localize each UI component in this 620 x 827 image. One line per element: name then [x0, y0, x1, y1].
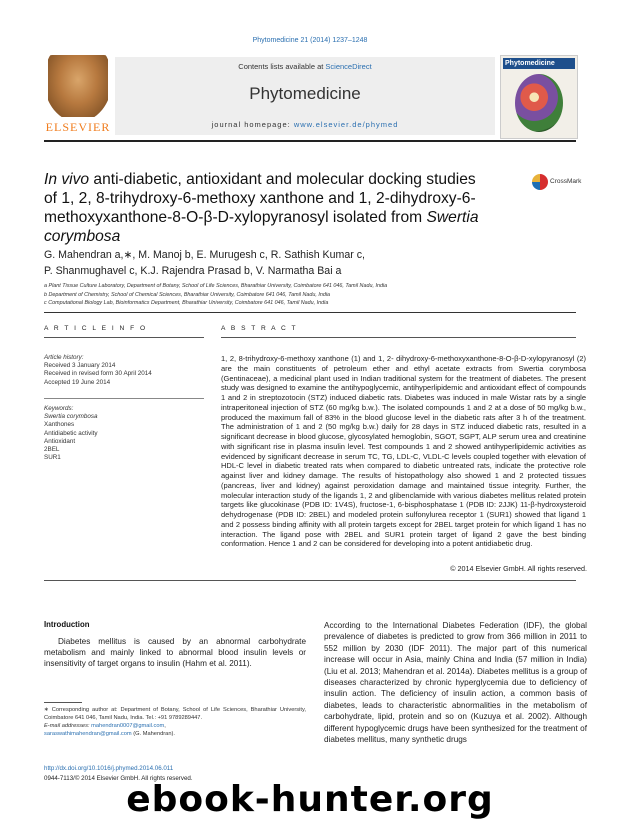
contents-line [115, 62, 495, 71]
history-label: Article history: [44, 354, 84, 361]
crossmark-icon [532, 174, 548, 190]
affiliation-b: b Department of Chemistry, School of Chemical Sciences, Bharathiar University, Coimbatore 641 046, Tamil Nadu, India [44, 291, 331, 298]
abstract-heading: A B S T R A C T [221, 325, 298, 332]
affiliation-a: a Plant Tissue Culture Laboratory, Department of Botany, School of Life Sciences, Bharathiar University, Coimbatore 641 046, Tamil Nadu, India [44, 283, 388, 289]
homepage-line [115, 120, 495, 129]
keyword: Antioxidant [44, 437, 76, 445]
cover-flower-illustration [515, 74, 563, 132]
introduction-heading: Introduction [44, 620, 90, 629]
keywords-label: Keywords: [44, 405, 74, 412]
abstract-bottom-rule [44, 580, 576, 581]
history-accepted: Accepted 19 June 2014 [44, 378, 111, 386]
article-info-heading: A R T I C L E I N F O [44, 325, 148, 332]
corresponding-author-footnote [44, 706, 306, 738]
email-label: E-mail addresses: [44, 723, 90, 729]
abstract-copyright: © 2014 Elsevier GmbH. All rights reserved. [450, 564, 587, 573]
keyword: Swertia corymbosa [44, 413, 98, 421]
corresponding-author: ∗ Corresponding author at: Department of Botany, School of Life Sciences, Bharathiar University, Coimbatore 641 046, Tamil Nadu, India. Tel.: +91 9789289447. [44, 707, 306, 721]
email-line: E-mail addresses: mahendran0007@gmail.com, [44, 723, 166, 729]
history-revised: Received in revised form 30 April 2014 [44, 370, 152, 378]
homepage-prefix: journal homepage: [211, 120, 294, 129]
keyword: Antidiabetic activity [44, 429, 98, 437]
email-suffix: (G. Mahendran). [131, 731, 175, 737]
title-main: anti-diabetic, antioxidant and molecular docking studies of 1, 2, 8-trihydroxy-6-methoxy xanthone and 1, 2-dihydroxy-6-methoxyxanthone-8-O-β-D-xylopyranosyl isolated from [44, 171, 476, 226]
issn-line: 0944-7113/© 2014 Elsevier GmbH. All rights reserved. [44, 775, 193, 782]
abstract-rule [221, 337, 576, 338]
journal-citation[interactable]: Phytomedicine 21 (2014) 1237–1248 [252, 37, 368, 44]
history-received: Received 3 January 2014 [44, 362, 116, 370]
doi-link[interactable]: http://dx.doi.org/10.1016/j.phymed.2014.06.011 [44, 765, 174, 772]
journal-cover-image[interactable] [500, 55, 578, 139]
header-divider [44, 140, 576, 142]
title-species: Swertia corymbosa [44, 209, 479, 245]
contents-prefix: Contents lists available at [238, 62, 326, 71]
cover-title: Phytomedicine [503, 58, 575, 69]
keywords-rule [44, 398, 204, 399]
watermark: ebook-hunter.org [126, 779, 494, 820]
elsevier-logo[interactable] [44, 55, 112, 137]
keyword: Xanthones [44, 421, 75, 429]
journal-name: Phytomedicine [249, 84, 361, 103]
sciencedirect-link[interactable]: ScienceDirect [325, 62, 372, 71]
right-column-paragraph: According to the International Diabetes Federation (IDF), the global prevalence of diabetes is predicted to grow from 366 million in 2011 to 552 million by 2030 (IDF 2011). The major part of this numerical increase will occur in Asia, mainly China and India (57 million in India) (Liu et al. 2013; Mahendran et al. 2014a). Diabetes mellitus is a group of diseases characterized by chronic hyperglycemia due to deficiency of insulin action. The deficiency of insulin action, a common basis of diabetes, leads to characteristic abnormalities in the metabolism of carbohydrate, lipid, protein and so on (Kuzuya et al. 2002). Although different hypoglycemic drugs have been synthesized for the treatment of diabetes mellitus, many synthetic drugs [324, 621, 587, 745]
affiliation-c: c Computational Biology Lab, Bioinformatics Department, Bharathiar University, Coimbatore 641 046, Tamil Nadu, India [44, 300, 329, 307]
keywords [44, 405, 204, 462]
elsevier-tree-icon [48, 55, 108, 117]
article-title [44, 170, 484, 246]
footnote-rule [44, 702, 82, 703]
email-link-1[interactable]: mahendran0007@gmail.com [91, 723, 165, 729]
crossmark-badge[interactable] [528, 174, 582, 204]
email-line-2 [44, 730, 306, 738]
authors-line-2: P. Shanmughavel c, K.J. Rajendra Prasad b, V. Narmatha Bai a [44, 264, 342, 277]
title-divider [44, 312, 576, 313]
keyword: 2BEL [44, 446, 60, 454]
introduction-paragraph: Diabetes mellitus is caused by an abnormal carbohydrate metabolism and mainly linked to abnormal blood insulin levels or insensitivity of target organs to insulin (Hahm et al. 2011). [44, 637, 306, 669]
journal-homepage-link[interactable]: www.elsevier.de/phymed [293, 120, 399, 129]
abstract-text: 1, 2, 8-trihydroxy-6-methoxy xanthone (1) and 1, 2- dihydroxy-6-methoxyxanthone-8-O-β-D-xylopyranosyl (2) are the main constituents of petroleum ether and ethyl acetate extracts from Swertia corymbosa (Gentinaceae), a medicinal plant used in Indian traditional system for the treatment of diabetes. The present study was designed to examine the antihypoglycemic, antihyperlipidemic and antioxidant effect of compounds 1 and 2 in streptozotocin (STZ) induced diabetic rats. Diabetes was induced in male Wistar rats by a single intraperitoneal injection of STZ (60 mg/kg b.w.). The isolated compounds 1 and 2 at a dose of 50 mg/kg b.w., produced the maximum fall of 83% in the blood glucose level in the diabetic rats after 3 h of the treatment. The administration of 1 and 2 (50 mg/kg b.w.) daily for 28 days in STZ induced diabetic rats, resulted in a significant decrease in blood glucose, glycosylated hemoglobin, SGOT, SGPT, ALP serum urea and creatinine with significant rise in plasma insulin level. Test compounds 1 and 2 showed antihyperlipidemic activities as evidenced by significant decrease in serum TC, TG, LDL-C, VLDL-C levels coupled together with elevation of HDL-C level in diabetic treated rats when compared to diabetic untreated rats, indicate the protective role against liver and kidney damage. The results of histopathology also showed 1 and 2 protected tissues (pancreas, liver and kidney) against peroxidation damage and maintained tissue integrity. Further, the molecular interaction study of the ligands 1, 2 and glibenclamide with various diabetes mellitus related protein targets like glucokinase (PDB ID: 1V4S), fructose-1, 6-bisphosphatase 1 (PDB ID: 2JJK) 11-β-hydroxysteroid dehydrogenase (PDB ID: 2BEL) and modeled protein sulfonylurea receptor 1 (SUR1) showed that ligand 1 and 2 possess binding affinity with all protein targets except for 2BEL target protein for which ligand 1 has no interaction. The ligand pose with 2BEL and SUR1 protein target of ligand 2 gave the best binding conformation. Hence 1 and 2 can be considered for developing into a potent antidiabetic drug. [221, 354, 586, 549]
title-italic-prefix: In vivo [44, 171, 90, 188]
authors-line-1: G. Mahendran a,∗, M. Manoj b, E. Murugesh c, R. Sathish Kumar c, [44, 249, 365, 261]
crossmark-label: CrossMark [550, 178, 582, 185]
author-list [44, 248, 524, 279]
article-history [44, 354, 204, 387]
keyword: SUR1 [44, 454, 61, 462]
article-info-rule [44, 337, 204, 338]
elsevier-wordmark: ELSEVIER [45, 120, 111, 134]
email-link-2[interactable]: saraswathimahendran@gmail.com [44, 731, 132, 737]
affiliations [44, 282, 564, 308]
